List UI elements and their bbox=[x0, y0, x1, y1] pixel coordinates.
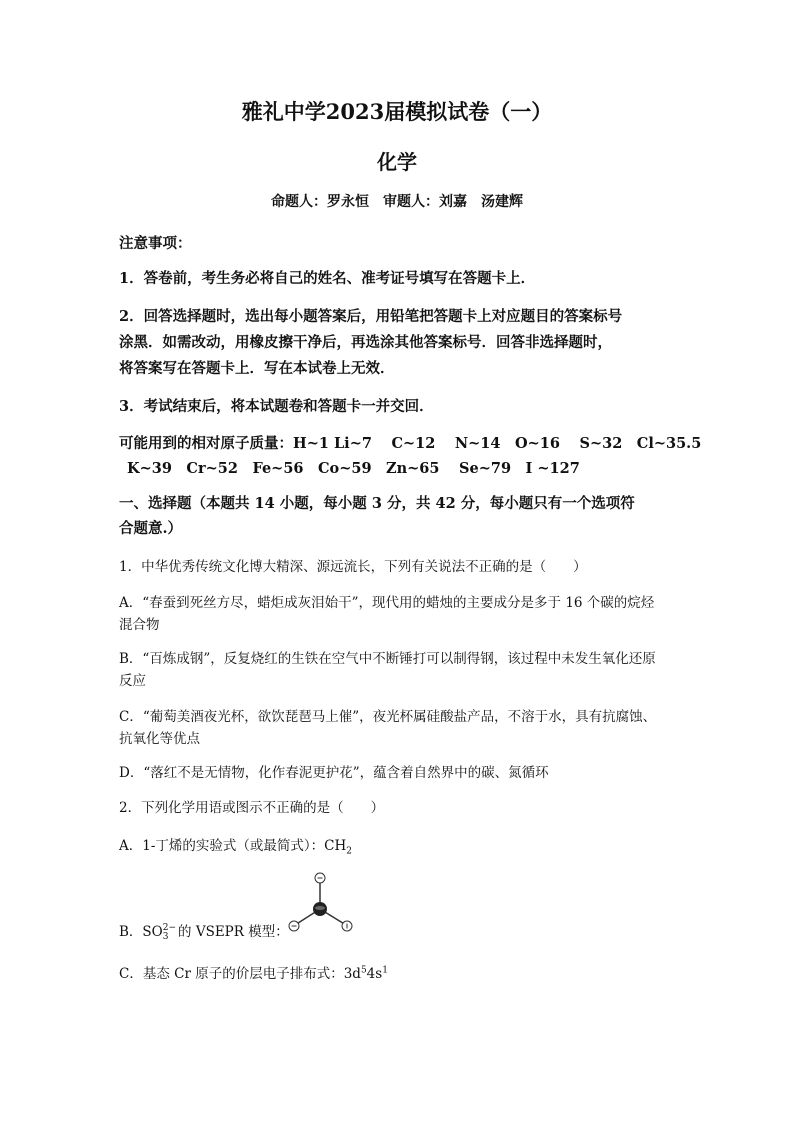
authors-line: 命题人：罗永恒 审题人：刘嘉 汤建辉 bbox=[271, 194, 523, 210]
q1-option-a-line-2: 混合物 bbox=[119, 617, 160, 633]
q2-option-c: C．基态 Cr 原子的价层电子排布式：$3d^54s^1$ bbox=[119, 965, 388, 982]
q1-option-c-line-1: C．“葡萄美酒夜光杯，欲饮琵琶马上催”，夜光杯属硅酸盐产品，不溶于水，具有抗腐蚀、 bbox=[119, 709, 657, 725]
notice-item-2-line-3: 将答案写在答题卡上．写在本试卷上无效． bbox=[119, 360, 395, 377]
q1-option-d: D．“落红不是无情物，化作春泥更护花”，蕴含着自然界中的碳、氮循环 bbox=[119, 765, 549, 781]
subject-title: 化学 bbox=[377, 150, 417, 174]
notice-item-2-line-1: 2．回答选择题时，选出每小题答案后，用铅笔把答题卡上对应题目的答案标号 bbox=[119, 308, 623, 325]
q2-option-b: B．SO 2− 3 的 VSEPR 模型： bbox=[119, 922, 289, 942]
section-heading-line-1: 一、选择题（本题共 14 小题，每小题 3 分，共 42 分，每小题只有一个选项符 bbox=[119, 495, 635, 512]
notice-item-2-line-2: 涂黑．如需改动，用橡皮擦干净后，再选涂其他答案标号．回答非选择题时， bbox=[119, 334, 612, 351]
q1-option-c-line-2: 抗氧化等优点 bbox=[119, 731, 200, 747]
q1-stem: 1．中华优秀传统文化博大精深、源远流长，下列有关说法不正确的是（ ） bbox=[119, 559, 587, 575]
atomic-mass-line-2: K~39 Cr~52 Fe~56 Co~59 Zn~65 Se~79 I ~127 bbox=[127, 460, 580, 477]
exam-title: 雅礼中学2023届模拟试卷（一） bbox=[241, 99, 553, 124]
section-heading-line-2: 合题意.） bbox=[119, 520, 183, 537]
q2-option-a: A．1-丁烯的实验式（或最简式）：$CH_2$ bbox=[119, 838, 352, 857]
vsepr-model-image bbox=[284, 872, 356, 934]
notice-item-1: 1．答卷前，考生务必将自己的姓名、准考证号填写在答题卡上． bbox=[119, 270, 536, 287]
q1-option-a-line-1: A．“春蚕到死丝方尽，蜡炬成灰泪始干”，现代用的蜡烛的主要成分是多于 16 个碳的烷烃 bbox=[119, 595, 655, 611]
q1-option-b-line-2: 反应 bbox=[119, 673, 146, 689]
q1-option-b-line-1: B．“百炼成钢”，反复烧红的生铁在空气中不断锤打可以制得钢，该过程中未发生氧化还原 bbox=[119, 651, 656, 667]
notice-item-3: 3．考试结束后，将本试题卷和答题卡一并交回． bbox=[119, 398, 434, 415]
q2-stem: 2．下列化学用语或图示不正确的是（ ） bbox=[119, 800, 385, 816]
atomic-mass-line-1: 可能用到的相对原子质量：H~1 Li~7 C~12 N~14 O~16 S~32 Cl~35.5 bbox=[119, 435, 702, 452]
notice-heading: 注意事项： bbox=[119, 235, 192, 252]
